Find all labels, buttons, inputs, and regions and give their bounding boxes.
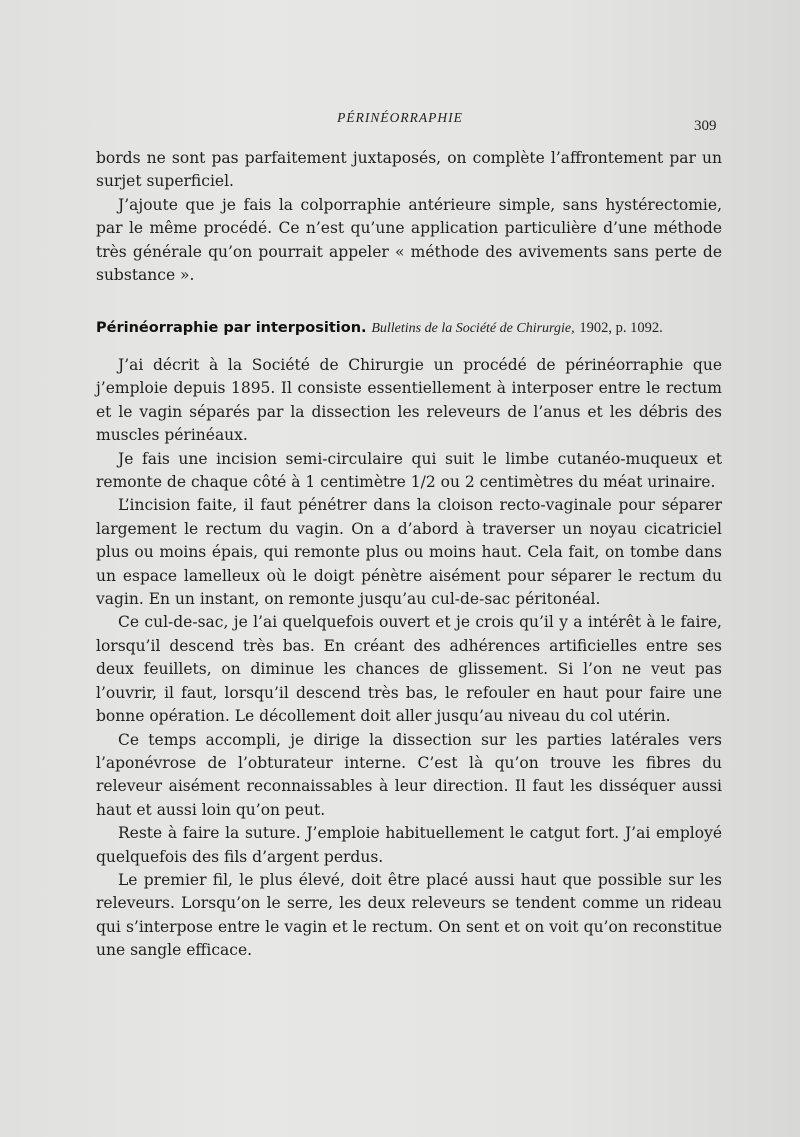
paragraph: L’incision faite, il faut pénétrer dans la cloison recto-vaginale pour séparer largement le rectum du vagin. On a d’abord à traverser un noyau cicatriciel plus ou moins épais, qui remonte plus ou moins haut. Cela fait, on tombe dans un espace lamelleux où le doigt pénètre aisément pour séparer le rectum du vagin. En un instant, on remonte jusqu’au cul-de-sac péritonéal. xyxy=(96,496,722,609)
intro-text xyxy=(96,147,722,287)
section-title: Périnéorraphie par interposition. xyxy=(96,320,367,336)
paragraph: Ce temps accompli, je dirige la dissection sur les parties latérales vers l’aponévrose de l’obturateur interne. C’est là qu’on trouve les fibres du releveur aisément reconnaissables à leur direction. Il faut les disséquer aussi haut et aussi loin qu’on peut. xyxy=(96,730,722,819)
paragraph: Je fais une incision semi-circulaire qui suit le limbe cutanéo-muqueux et remonte de chaque côté à 1 centimètre 1/2 ou 2 centimètres du méat urinaire. xyxy=(96,449,722,492)
section-heading xyxy=(96,318,736,337)
paragraph: Ce cul-de-sac, je l’ai quelquefois ouvert et je crois qu’il y a intérêt à le faire, lorsqu’il descend très bas. En créant des adhérences artificielles entre ses deux feuillets, on diminue les chances de glissement. Si l’on ne veut pas l’ouvrir, il faut, lorsqu’il descend très bas, le refouler en haut pour faire une bonne opération. Le décollement doit aller jusqu’au niveau du col utérin. xyxy=(96,613,722,726)
page-number: 309 xyxy=(694,118,717,134)
section-text xyxy=(96,354,722,963)
section-reference: Bulletins de la Société de Chirurgie, xyxy=(371,321,575,336)
paragraph: Reste à faire la suture. J’emploie habituellement le catgut fort. J’ai employé quelquefois des fils d’argent perdus. xyxy=(96,824,722,866)
running-title: PÉRINÉORRAPHIE xyxy=(337,110,463,125)
paragraph: J’ai décrit à la Société de Chirurgie un procédé de périnéorraphie que j’emploie depuis 1895. Il consiste essentiellement à interposer entre le rectum et le vagin séparés par la dissection les releveurs de l’anus et les débris des muscles périnéaux. xyxy=(96,356,722,445)
paragraph: J’ajoute que je fais la colporraphie antérieure simple, sans hystérectomie, par le même procédé. Ce n’est qu’une application particulière d’une méthode très générale qu’on pourrait appeler « méthode des avivements sans perte de substance ». xyxy=(96,195,722,285)
paragraph: Le premier fil, le plus élevé, doit être placé aussi haut que possible sur les releveurs. Lorsqu’on le serre, les deux releveurs se tendent comme un rideau qui s’interpose entre le vagin et le rectum. On sent et on voit qu’on reconstitue une sangle efficace. xyxy=(96,870,722,960)
paragraph: bords ne sont pas parfaitement juxtaposés, on complète l’affrontement par un surjet superficiel. xyxy=(96,149,722,191)
section-reference-page: 1902, p. 1092. xyxy=(579,320,663,336)
